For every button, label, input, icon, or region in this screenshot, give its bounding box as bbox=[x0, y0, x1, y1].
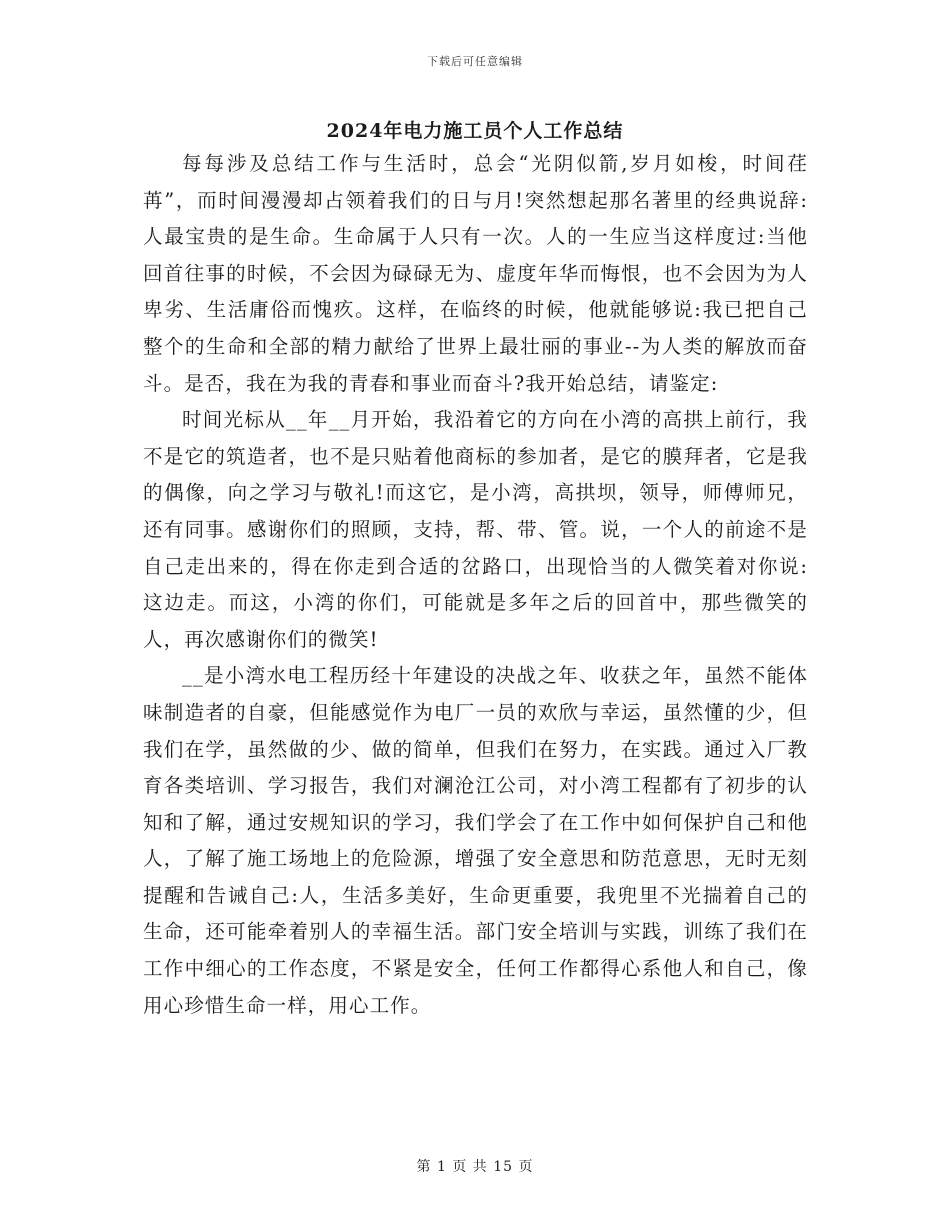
paragraph-3: __是小湾水电工程历经十年建设的决战之年、收获之年，虽然不能体味制造者的自豪，但能感觉作为电厂一员的欢欣与幸运，虽然懂的少，但我们在学，虽然做的少、做的简单，但我们在努力，在实践。通过入厂教育各类培训、学习报告，我们对澜沧江公司，对小湾工程都有了初步的认知和了解，通过安规知识的学习，我们学会了在工作中如何保护自己和他人，了解了施工场地上的危险源，增强了安全意思和防范意思，无时无刻提醒和告诫自己:人，生活多美好，生命更重要，我兜里不光揣着自己的生命，还可能牵着别人的幸福生活。部门安全培训与实践，训练了我们在工作中细心的工作态度，不紧是安全，任何工作都得心系他人和自己，像用心珍惜生命一样，用心工作。 bbox=[143, 664, 808, 1017]
paragraph-1: 每每涉及总结工作与生活时，总会“光阴似箭,岁月如梭，时间荏苒”，而时间漫漫却占领着我们的日与月!突然想起那名著里的经典说辞:人最宝贵的是生命。生命属于人只有一次。人的一生应当这样度过:当他回首往事的时候，不会因为碌碌无为、虚度年华而悔恨，也不会因为为人卑劣、生活庸俗而愧疚。这样，在临终的时候，他就能够说:我已把自己整个的生命和全部的精力献给了世界上最壮丽的事业--为人类的解放而奋斗。是否，我在为我的青春和事业而奋斗?我开始总结，请鉴定: bbox=[143, 152, 808, 395]
document-body bbox=[143, 146, 808, 1024]
paragraph-2: 时间光标从__年__月开始，我沿着它的方向在小湾的高拱上前行，我不是它的筑造者，也不是只贴着他商标的参加者，是它的膜拜者，它是我的偶像，向之学习与敬礼!而这它，是小湾，高拱坝，领导，师傅师兄，还有同事。感谢你们的照顾，支持，帮、带、管。说，一个人的前途不是自己走出来的，得在你走到合适的岔路口，出现恰当的人微笑着对你说:这边走。而这，小湾的你们，可能就是多年之后的回首中，那些微笑的人，再次感谢你们的微笑! bbox=[143, 408, 808, 651]
page-number: 第 1 页 共 15 页 bbox=[416, 1159, 534, 1175]
document-title: 2024年电力施工员个人工作总结 bbox=[326, 120, 624, 142]
page-header-note: 下载后可任意编辑 bbox=[427, 55, 523, 68]
